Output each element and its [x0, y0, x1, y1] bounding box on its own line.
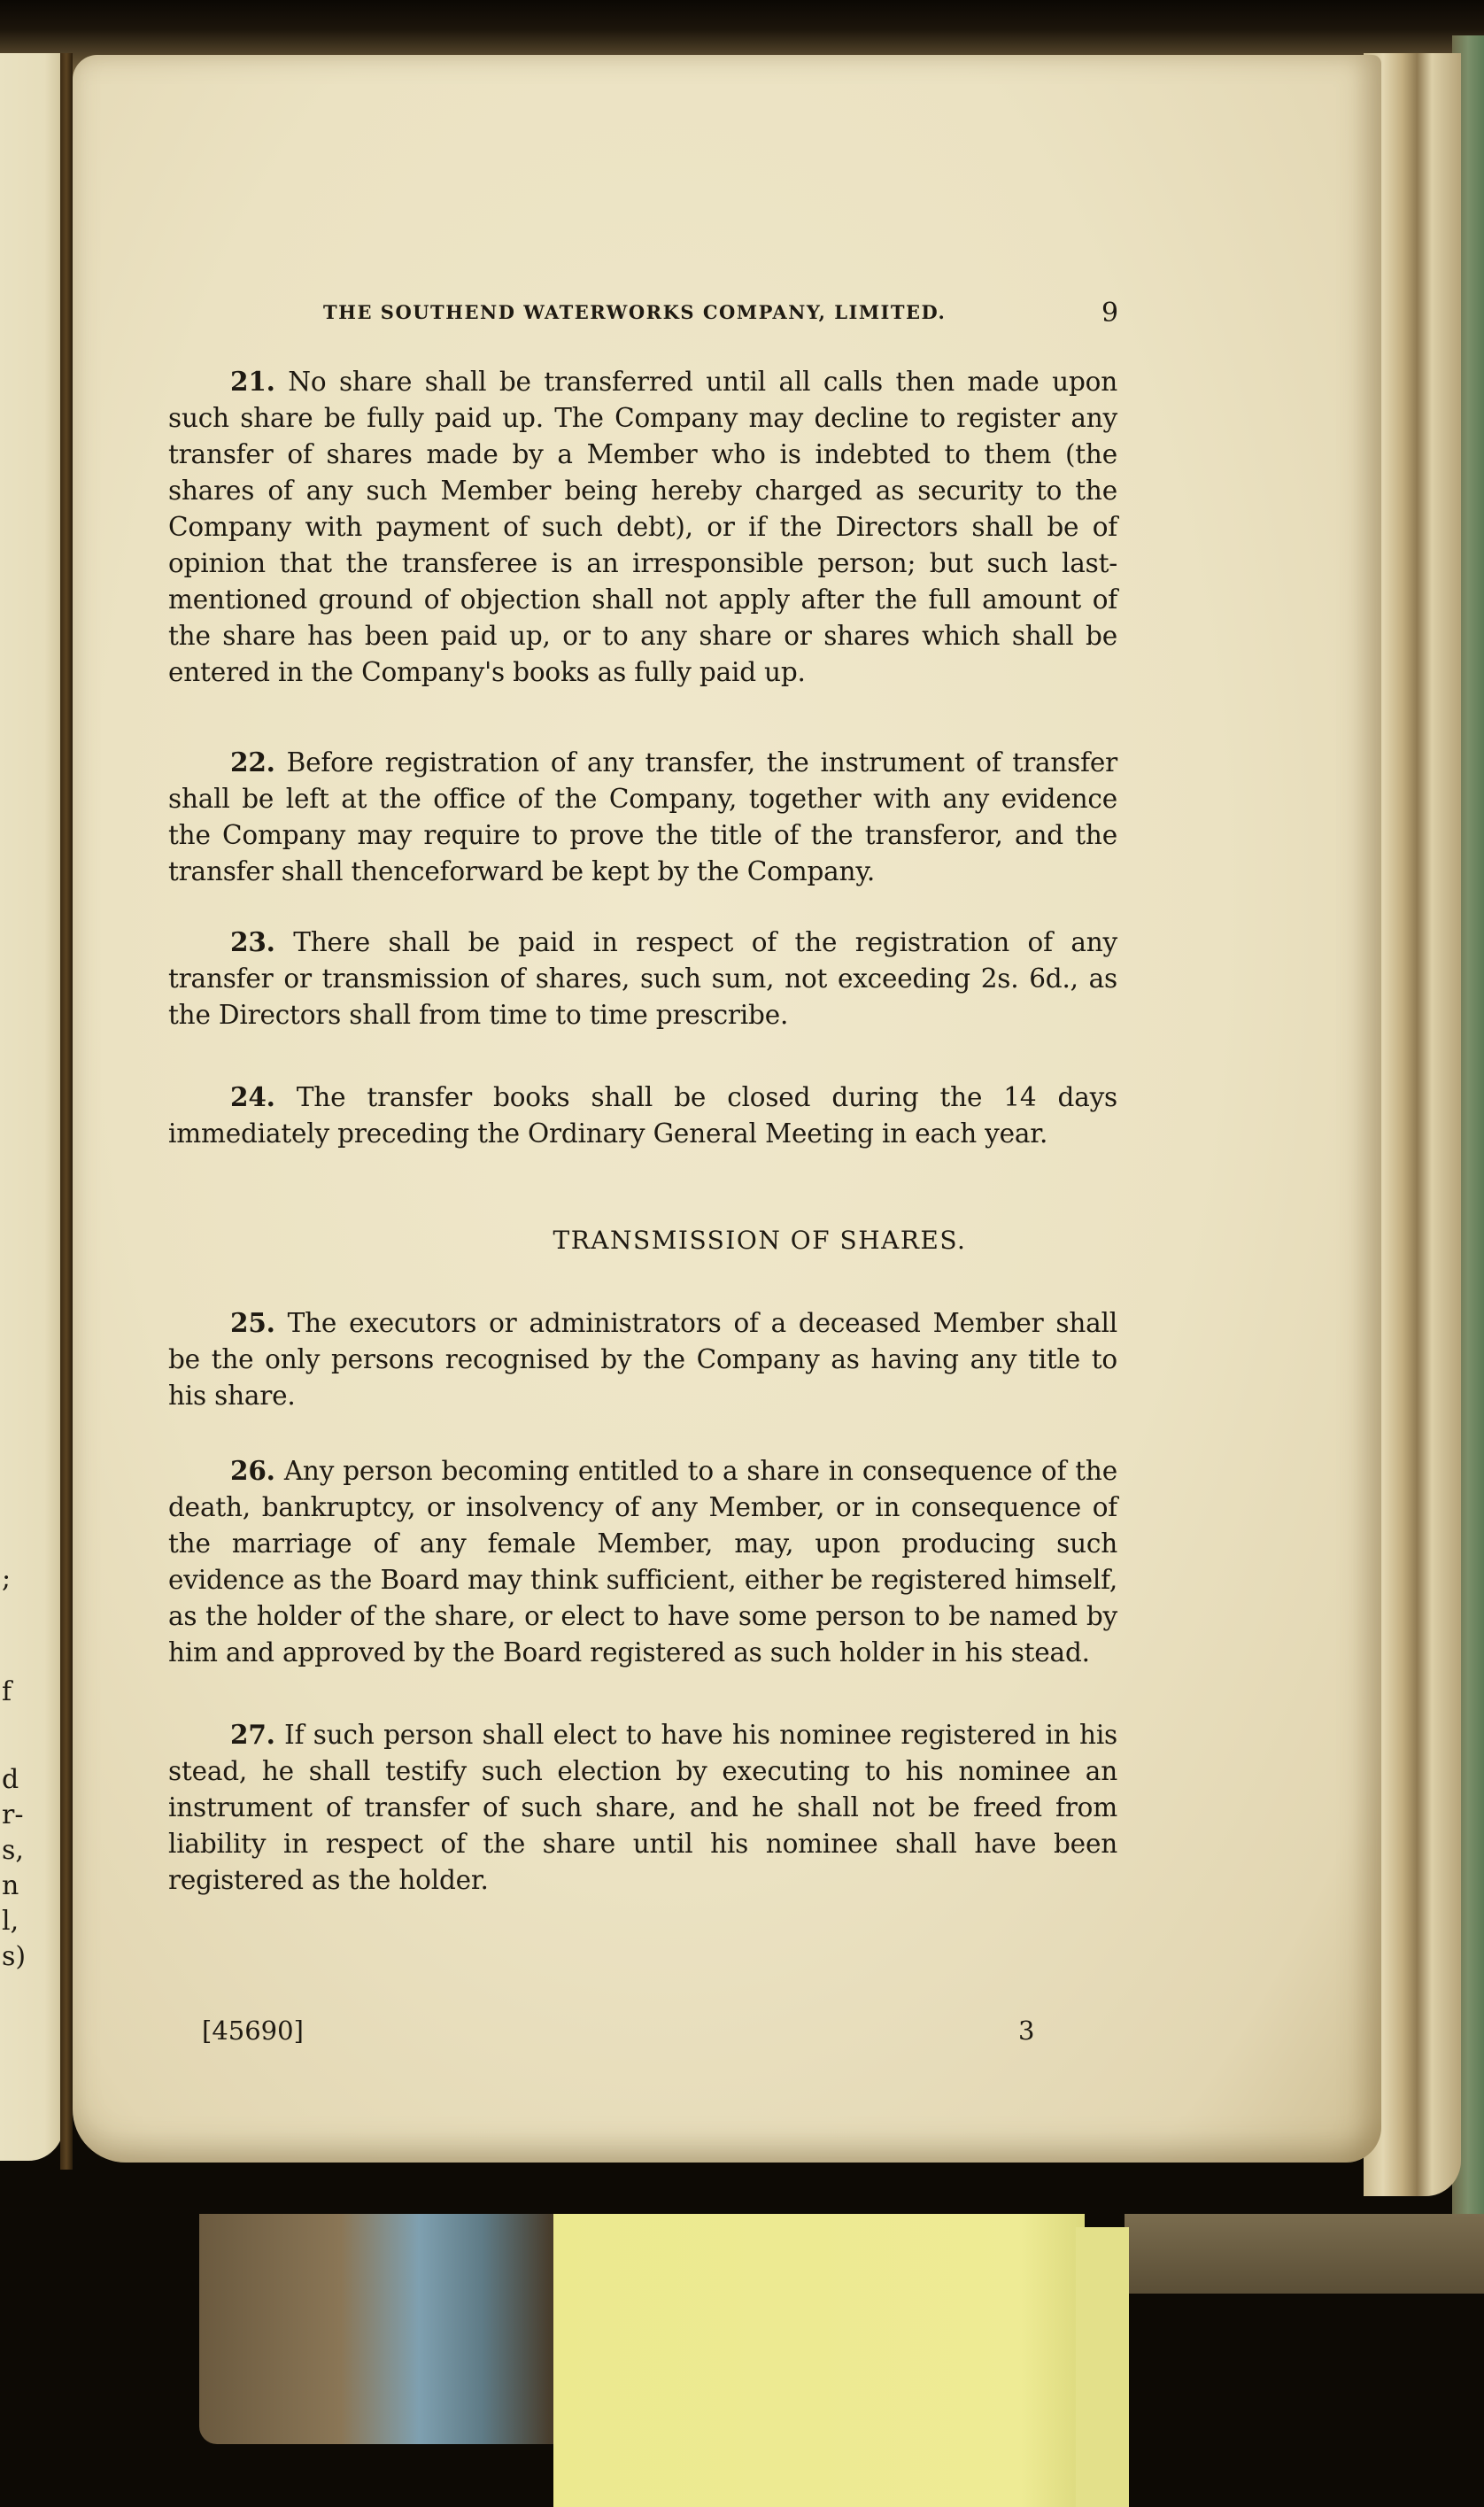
fragment-text: d	[2, 1764, 19, 1795]
paragraph-number: 25.	[230, 1307, 275, 1338]
section-heading: TRANSMISSION OF SHARES.	[553, 1226, 967, 1255]
paragraph-number: 24.	[230, 1081, 275, 1112]
page-number: 9	[1101, 298, 1119, 329]
paragraph-21	[168, 363, 1117, 691]
paragraph-26	[168, 1452, 1117, 1671]
sticky-note-bookmark	[553, 2214, 1085, 2507]
paragraph-text: The transfer books shall be closed during the 14 days immediately preceding the Ordinary General Meeting in each year.	[168, 1082, 1117, 1149]
sticky-note-bookmark-back	[1076, 2227, 1129, 2507]
paragraph-24	[168, 1079, 1117, 1152]
paragraph-text: Any person becoming entitled to a share in consequence of the death, bankruptcy, or insolvency of any Member, or in consequence of the marriage of any female Member, may, upon producing such evidence as the Board may think sufficient, either be registered himself, as the holder of the share, or elect to have some person to be named by him and approved by the Board registered as such holder in his stead.	[168, 1456, 1117, 1667]
paragraph-text: The executors or administrators of a deceased Member shall be the only persons recognised by the Company as having any title to his share.	[168, 1308, 1117, 1411]
signature-mark: [45690]	[202, 2016, 304, 2046]
sheet-number: 3	[1018, 2016, 1035, 2046]
running-head: THE SOUTHEND WATERWORKS COMPANY, LIMITED.	[323, 301, 947, 323]
fragment-text: ;	[2, 1563, 12, 1594]
paragraph-number: 27.	[230, 1719, 275, 1750]
paragraph-23	[168, 924, 1117, 1033]
paragraph-number: 21.	[230, 366, 275, 397]
fragment-text: s,	[2, 1835, 24, 1866]
fragment-text: s)	[2, 1941, 27, 1972]
book-binding-spine	[199, 2214, 553, 2444]
fragment-text: r-	[2, 1799, 24, 1830]
paragraph-text: If such person shall elect to have his nominee registered in his stead, he shall testify such election by executing to his nominee an instrument of transfer of such share, and he shall not be freed from liability in respect of the share until his nominee shall have been registered as the holder.	[168, 1720, 1117, 1895]
paragraph-number: 26.	[230, 1455, 275, 1486]
facing-page-strip	[0, 53, 64, 2161]
paragraph-text: There shall be paid in respect of the registration of any transfer or transmission of shares, such sum, not exceeding 2s. 6d., as the Directors shall from time to time prescribe.	[168, 927, 1117, 1030]
paragraph-number: 23.	[230, 926, 275, 957]
paragraph-number: 22.	[230, 747, 275, 778]
fragment-text: l,	[2, 1906, 19, 1937]
paragraph-27	[168, 1716, 1117, 1899]
paragraph-text: Before registration of any transfer, the instrument of transfer shall be left at the office of the Company, together with any evidence the Company may require to prove the title of the transferor, and the transfer shall thenceforward be kept by the Company.	[168, 747, 1117, 886]
book-binding-edge	[1125, 2214, 1484, 2294]
fragment-text: n	[2, 1870, 19, 1901]
paragraph-text: No share shall be transferred until all calls then made upon such share be fully paid up. The Company may decline to register any transfer of shares made by a Member who is indebted to them (the shares of any such Member being hereby charged as security to the Company with payment of such debt), or if the Directors shall be of opinion that the transferee is an irresponsible person; but such last-mentioned ground of objection shall not apply after the full amount of the share has been paid up, or to any share or shares which shall be entered in the Company's books as fully paid up.	[168, 367, 1118, 687]
book-gutter	[60, 53, 73, 2170]
fragment-text: f	[2, 1676, 12, 1707]
paragraph-22	[168, 744, 1117, 890]
paragraph-25	[168, 1304, 1117, 1414]
